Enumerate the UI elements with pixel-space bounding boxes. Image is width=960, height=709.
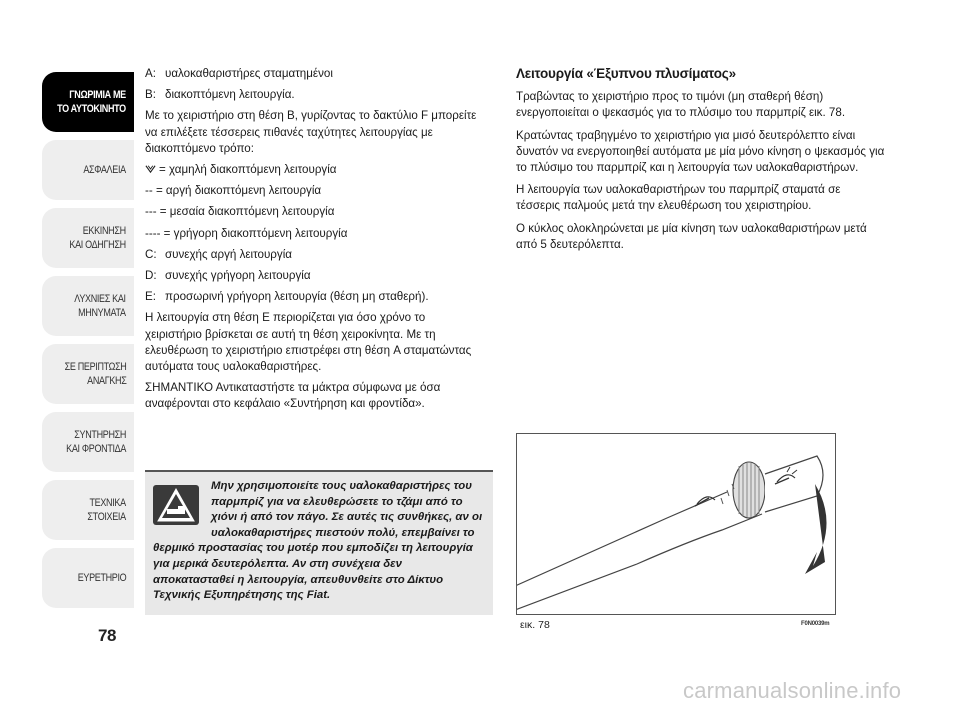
tab-getting-to-know[interactable] <box>42 72 134 132</box>
section-title: Λειτουργία «Έξυπνου πλυσίματος» <box>516 66 736 81</box>
position-d: D: συνεχής γρήγορη λειτουργία <box>145 269 311 283</box>
chapter-tabs <box>42 72 134 616</box>
wiper-stalk-illustration <box>517 434 835 614</box>
position-b: B: διακοπτόμενη λειτουργία. <box>145 88 295 102</box>
left-column <box>145 66 485 418</box>
warning-box <box>145 470 493 615</box>
speed-slow: -- = αργή διακοπτόμενη λειτουργία <box>145 184 322 198</box>
paragraph: Ο κύκλος ολοκληρώνεται με μία κίνηση των υαλοκαθαριστήρων μετά από 5 δευτερόλεπτα. <box>516 221 867 251</box>
ring-f-icon <box>733 462 765 518</box>
tab-maintenance[interactable] <box>42 412 134 472</box>
page-number: 78 <box>98 626 116 645</box>
speed-fast: ---- = γρήγορη διακοπτόμενη λειτουργία <box>145 226 348 240</box>
warning-text: Μην χρησιμοποιείτε τους υαλοκαθαριστήρες του παρμπρίζ για να ελευθερώσετε το τζάμι από το χιόνι ή από τον πάγο. Σε αυτές τις συνθήκες, αν οι υαλοκαθαριστήρες πιεστούν πολύ, επεμβαίνει το θερμικό προστασίας του μοτέρ που εμποδίζει τη λειτουργία για μερικά δευτερόλεπτα. Αν στη συνέχεια δεν αποκατασταθεί η λειτουργία, απευθυνθείτε στο Δίκτυο Τεχνικής Εξυπηρέτησης της Fiat. <box>153 480 483 602</box>
tab-label: ΑΣΦΑΛΕΙΑ <box>83 164 126 176</box>
paragraph: Κρατώντας τραβηγμένο το χειριστήριο για μισό δευτερόλεπτο είναι δυνατόν να ενεργοποιηθεί αυτόματα με μία μόνο κίνηση ο ψεκασμός για το πλύσιμο του παρμπρίζ και η λειτουργία των υαλοκαθαριστήρων. <box>516 128 885 175</box>
tab-label: ΕΥΡΕΤΗΡΙΟ <box>77 572 126 584</box>
tab-label: ΕΚΚΙΝΗΣΗ ΚΑΙ ΟΔΗΓΗΣΗ <box>69 225 126 251</box>
speed-low: = χαμηλή διακοπτόμενη λειτουργία <box>145 162 485 178</box>
warning-icon <box>153 485 199 525</box>
position-c: C: συνεχής αργή λειτουργία <box>145 247 292 261</box>
speed-medium: --- = μεσαία διακοπτόμενη λειτουργία <box>145 205 335 219</box>
tab-safety[interactable] <box>42 140 134 200</box>
tab-index[interactable] <box>42 548 134 608</box>
figure-caption: εικ. 78 <box>520 619 550 631</box>
position-e: E: προσωρινή γρήγορη λειτουργία (θέση μη σταθερή). <box>145 290 429 304</box>
tab-label: ΣΕ ΠΕΡΙΠΤΩΣΗ ΑΝΑΓΚΗΣ <box>64 361 126 387</box>
tab-label: ΤΕΧΝΙΚΑ ΣΤΟΙΧΕΙΑ <box>87 497 126 523</box>
tab-emergency[interactable] <box>42 344 134 404</box>
paragraph: Η λειτουργία των υαλοκαθαριστήρων του παρμπρίζ σταματά σε τέσσερις παλμούς μετά την ελευθέρωση του χειριστηρίου. <box>516 183 841 213</box>
figure-wiper-stalk <box>516 433 836 615</box>
tab-technical[interactable] <box>42 480 134 540</box>
position-e-description: Η λειτουργία στη θέση E περιορίζεται για όσο χρόνο το χειριστήριο βρίσκεται σε αυτή τη θέση χειροκίνητα. Με τη ελευθέρωση το χειριστήριο επιστρέφει στη θέση A σταματώντας αυτόματα τους υαλοκαθαριστήρες. <box>145 311 472 374</box>
tab-starting-driving[interactable] <box>42 208 134 268</box>
tab-label: ΣΥΝΤΗΡΗΣΗ ΚΑΙ ΦΡΟΝΤΙΔΑ <box>66 429 126 455</box>
important-note: ΣΗΜΑΝΤΙΚΟ Αντικαταστήστε τα μάκτρα σύμφωνα με όσα αναφέρονται στο κεφάλαιο «Συντήρηση και φροντίδα». <box>145 381 441 411</box>
tab-label: ΓΝΩΡΙΜΙΑ ΜΕ ΤΟ ΑΥΤΟΚΙΝΗΤΟ <box>57 89 126 115</box>
right-column <box>516 66 886 259</box>
position-a: A: υαλοκαθαριστήρες σταματημένοι <box>145 67 333 80</box>
paragraph: Τραβώντας το χειριστήριο προς το τιμόνι (μη σταθερή θέση) ενεργοποιείται ο ψεκασμός για το πλύσιμο του παρμπρίζ εικ. 78. <box>516 90 846 120</box>
tab-lights-messages[interactable] <box>42 276 134 336</box>
watermark: carmanualsonline.info <box>683 678 902 703</box>
intermittent-icon <box>145 163 156 174</box>
tab-label: ΛΥΧΝΙΕΣ ΚΑΙ ΜΗΝΥΜΑΤΑ <box>74 293 126 319</box>
figure-code: F0N0039m <box>801 621 830 627</box>
position-b-description: Με το χειριστήριο στη θέση B, γυρίζοντας το δακτύλιο F μπορείτε να επιλέξετε τέσσερεις πιθανές ταχύτητες λειτουργίας με διακοπτόμενο τρόπο: <box>145 109 477 155</box>
